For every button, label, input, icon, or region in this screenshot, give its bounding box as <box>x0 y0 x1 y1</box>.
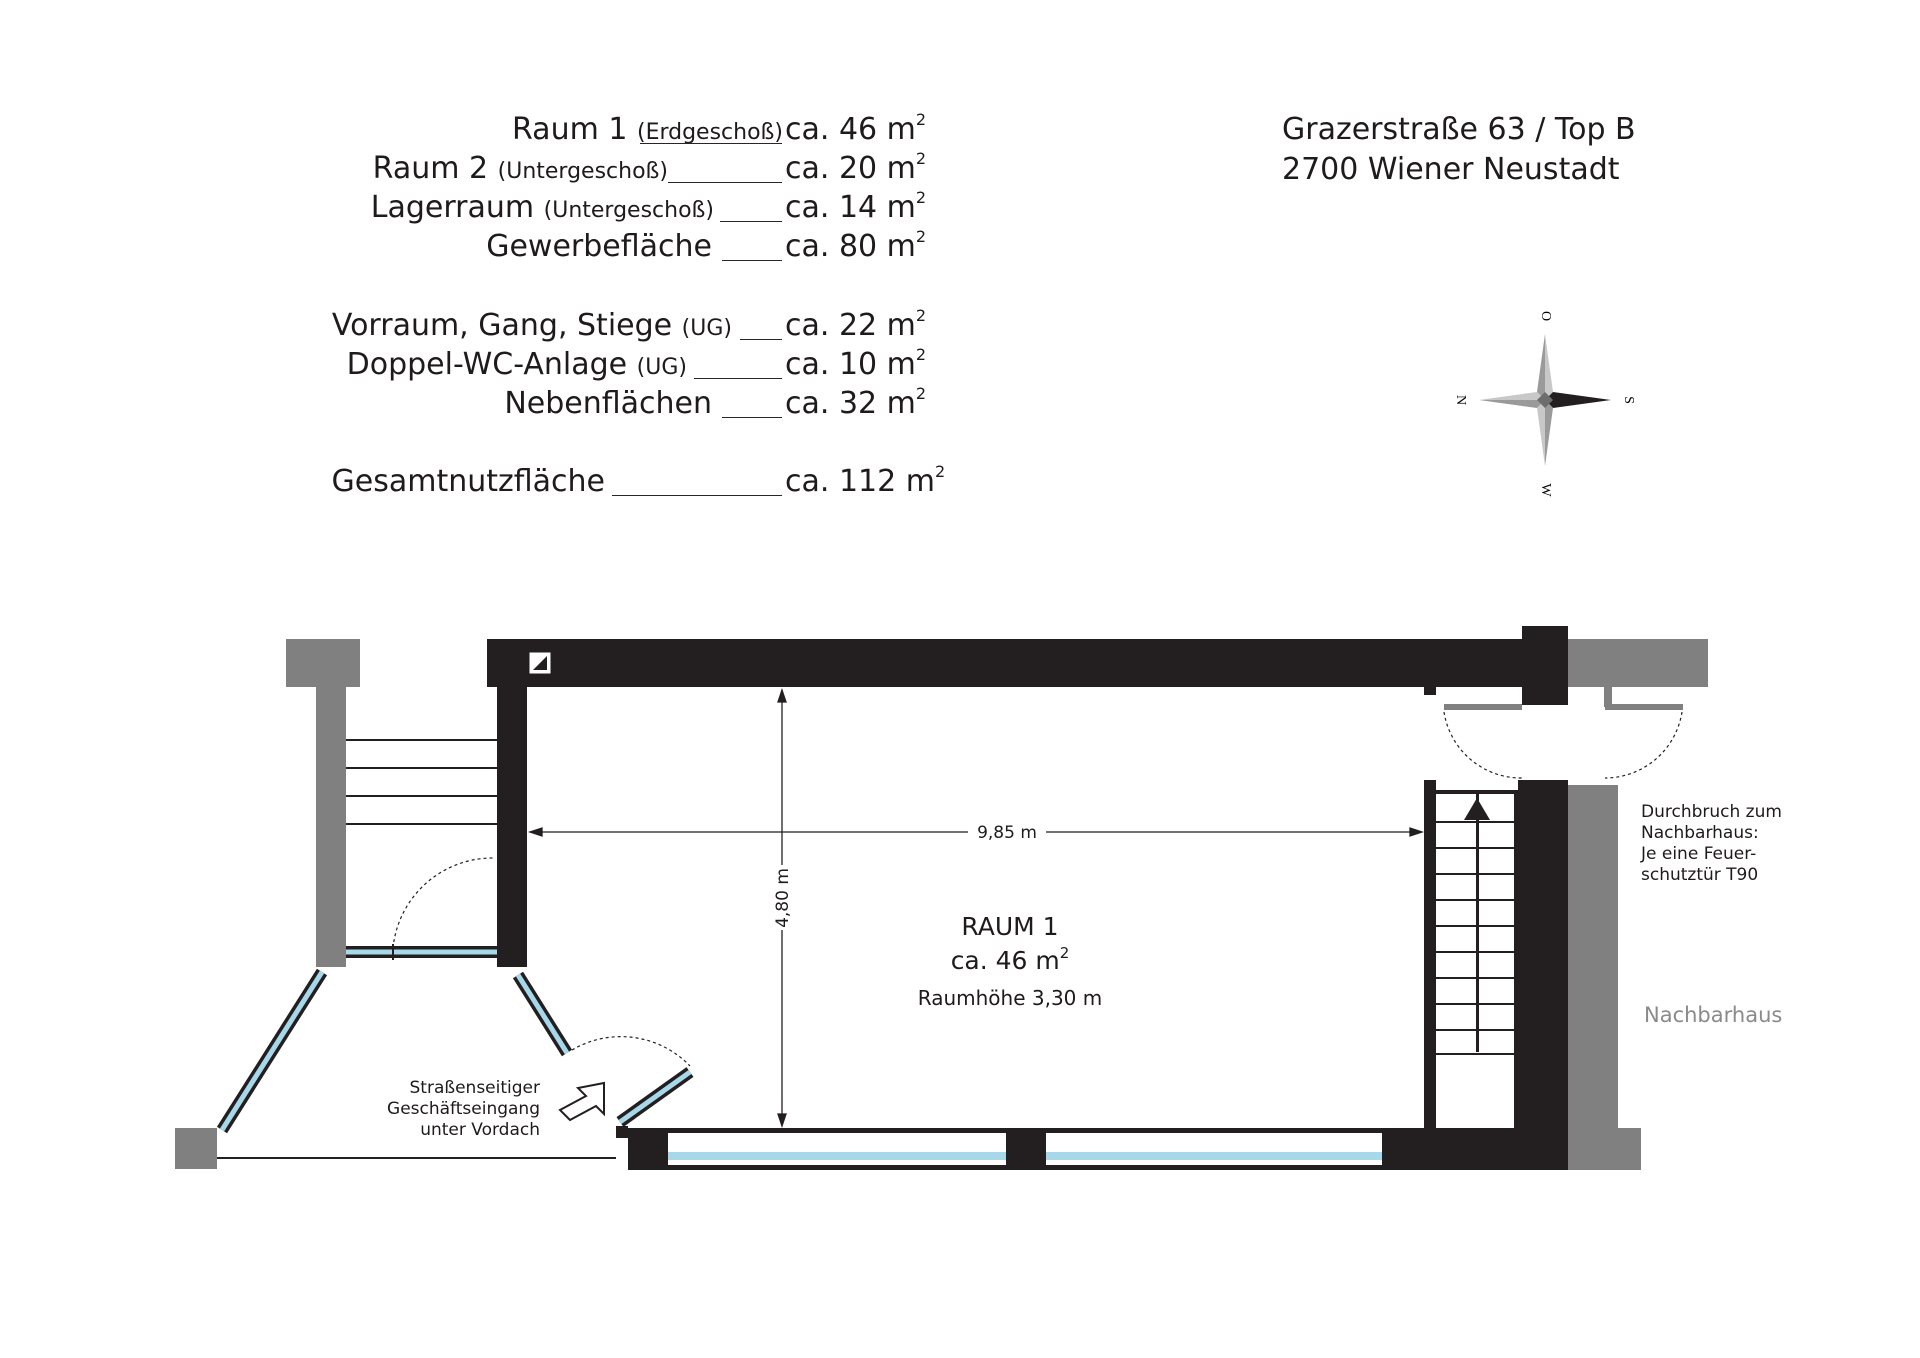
area-value: ca. 46 $m^2$ <box>785 110 927 147</box>
area-label: Doppel-WC-Anlage (UG) <box>346 347 687 382</box>
dimension-lines <box>530 690 1422 1126</box>
area-value: ca. 22 $m^2$ <box>785 306 927 343</box>
compass-north-label: N <box>1452 394 1468 406</box>
entrance-note: Straßenseitiger Geschäftseingang unter Vordach <box>387 1078 540 1140</box>
area-value: ca. 80 $m^2$ <box>785 227 927 264</box>
area-label: Nebenflächen <box>504 386 712 421</box>
area-label: Raum 1 (Erdgeschoß) <box>512 112 783 147</box>
area-label: Lagerraum (Untergeschoß) <box>370 190 714 225</box>
room-area: ca. 46 $m^2$ <box>950 944 1070 975</box>
area-label: Raum 2 (Untergeschoß) <box>372 151 668 186</box>
dimension-depth-label: 4,80 m <box>773 868 793 928</box>
area-value: ca. 112 $m^2$ <box>785 462 946 499</box>
area-value: ca. 10 $m^2$ <box>785 345 927 382</box>
staircase <box>1436 790 1518 1128</box>
neighbor-label: Nachbarhaus <box>1644 1003 1783 1027</box>
room-height: Raumhöhe 3,30 m <box>917 986 1103 1010</box>
entrance-arrow-icon <box>560 1083 604 1120</box>
area-label: Gewerbefläche <box>486 229 712 264</box>
breakthrough-note: Durchbruch zum Nachbarhaus: Je eine Feuer- schutztür T90 <box>1641 802 1782 885</box>
dimension-width-label: 9,85 m <box>977 823 1037 843</box>
compass-south-label: S <box>1620 396 1636 404</box>
building-walls <box>487 626 1568 1170</box>
area-label: Gesamtnutzfläche <box>331 464 605 499</box>
area-value: ca. 14 $m^2$ <box>785 188 927 225</box>
door-swings <box>393 712 1682 1066</box>
room-name: RAUM 1 <box>961 912 1059 941</box>
compass-west-label: W <box>1537 483 1553 497</box>
stair-arrow-icon <box>1464 798 1490 820</box>
address-line-2: 2700 Wiener Neustadt <box>1282 152 1620 187</box>
area-label: Vorraum, Gang, Stiege (UG) <box>331 308 732 343</box>
address-line-1: Grazerstraße 63 / Top B <box>1282 112 1636 147</box>
area-value: ca. 32 $m^2$ <box>785 384 927 421</box>
exterior-steps <box>346 740 497 824</box>
compass-east-label: O <box>1537 310 1553 322</box>
area-value: ca. 20 $m^2$ <box>785 149 927 186</box>
